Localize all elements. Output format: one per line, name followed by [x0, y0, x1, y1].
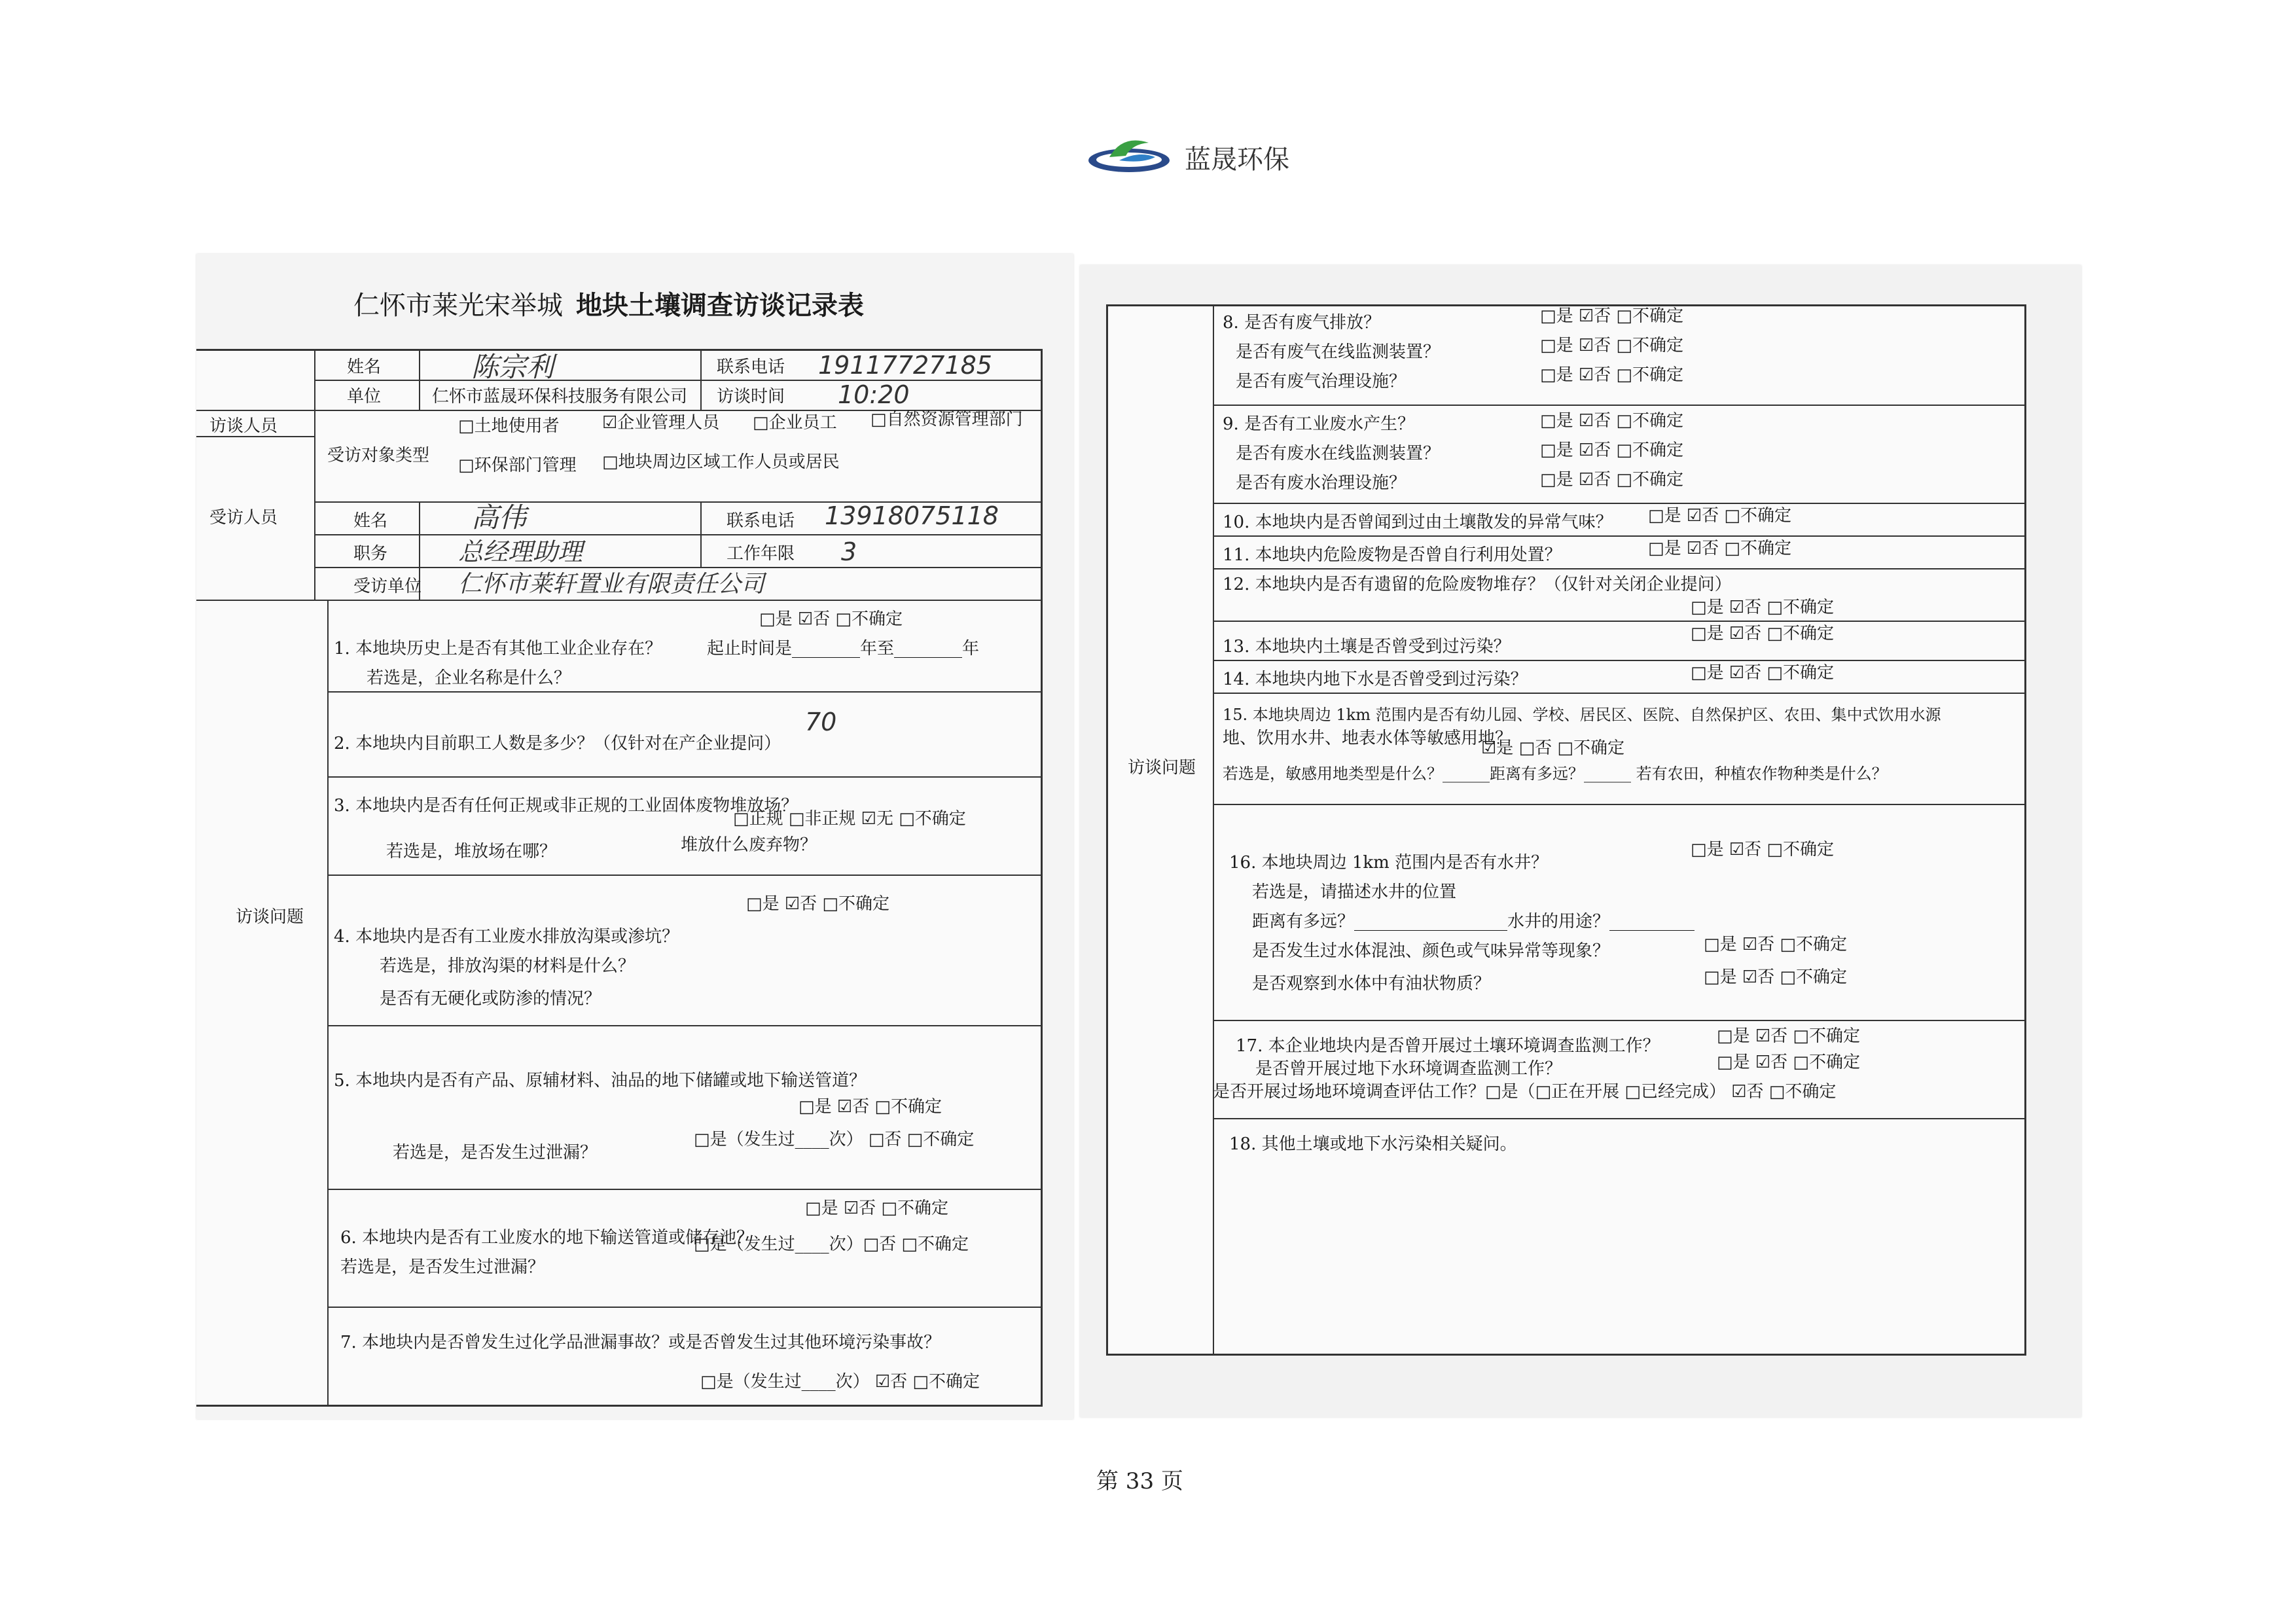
type-option-staff: □企业员工: [753, 413, 837, 433]
role-value: 总经理助理: [458, 537, 583, 566]
questions-label: 访谈问题: [236, 907, 304, 927]
question-7-options: □是（发生过____次） ☑否 □不确定: [700, 1372, 980, 1392]
time-value: 10:20: [838, 380, 910, 409]
type-option-resident: □地块周边区域工作人员或居民: [602, 452, 840, 472]
question-3-sub2: 堆放什么废弃物？: [681, 835, 817, 855]
type-option-resource-dept: □自然资源管理部门: [870, 410, 1023, 429]
question-17a-options: □是 ☑否 □不确定: [1717, 1026, 1860, 1046]
phone-label: 联系电话: [717, 357, 785, 377]
question-1: 1. 本地块历史上是否有其他工业企业存在？: [334, 639, 662, 659]
respondent-type-label: 受访对象类型: [327, 446, 430, 465]
question-17b: 是否曾开展过地下水环境调查监测工作？: [1255, 1059, 1562, 1079]
question-15-options: ☑是 □否 □不确定: [1481, 738, 1624, 758]
question-10-options: □是 ☑否 □不确定: [1648, 506, 1791, 526]
question-9c: 是否有废水治理设施？: [1236, 473, 1407, 493]
question-11: 11. 本地块内危险废物是否曾自行利用处置？: [1223, 545, 1562, 565]
question-13: 13. 本地块内土壤是否曾受到过污染？: [1223, 637, 1511, 657]
page-number: 第 33 页: [1096, 1468, 1183, 1494]
type-option-env-dept: □环保部门管理: [458, 456, 577, 475]
question-5-sub: 若选是，是否发生过泄漏？: [393, 1143, 598, 1163]
question-3: 3. 本地块内是否有任何正规或非正规的工业固体废物堆放场？: [334, 796, 798, 816]
question-15c: 若选是，敏感用地类型是什么？______距离有多远？______ 若有农田，种植农作物种类是什么？: [1223, 765, 1888, 783]
question-5-options: □是 ☑否 □不确定: [798, 1097, 942, 1117]
question-4-sub1: 若选是，排放沟渠的材料是什么？: [380, 956, 636, 976]
question-16b: 距离有多远？__________________水井的用途？__________: [1252, 912, 1695, 931]
role-label: 职务: [353, 544, 388, 564]
question-1-sub: 若选是，企业名称是什么？: [367, 668, 571, 688]
time-label: 访谈时间: [717, 387, 785, 406]
name-value: 陈宗利: [471, 351, 554, 383]
scan-left-page: [196, 254, 1073, 1419]
left-form-table: [196, 349, 1043, 1407]
question-8c: 是否有废气治理设施？: [1236, 372, 1407, 391]
form-title-prefix: 仁怀市莱光宋举城: [353, 291, 563, 321]
question-8a-options: □是 ☑否 □不确定: [1540, 306, 1683, 326]
years-label: 工作年限: [726, 544, 795, 564]
question-17a: 17. 本企业地块内是否曾开展过土壤环境调查监测工作？: [1236, 1036, 1660, 1056]
question-1-time: 起止时间是________年至________年: [707, 639, 980, 659]
question-4: 4. 本地块内是否有工业废水排放沟渠或渗坑？: [334, 927, 679, 947]
question-6-options: □是 ☑否 □不确定: [805, 1199, 948, 1218]
respondent-name-label: 姓名: [353, 511, 388, 531]
question-1-options: □是 ☑否 □不确定: [759, 609, 903, 629]
respondent-unit-label: 受访单位: [353, 577, 422, 596]
question-17b-options: □是 ☑否 □不确定: [1717, 1053, 1860, 1072]
page-header: [1086, 131, 1361, 183]
question-8b: 是否有废气在线监测装置？: [1236, 342, 1441, 362]
question-9b: 是否有废水在线监测装置？: [1236, 444, 1441, 463]
question-2: 2. 本地块内目前职工人数是多少？（仅针对在产企业提问）: [334, 734, 781, 753]
respondent-label: 受访人员: [209, 508, 278, 528]
question-3-sub1: 若选是，堆放场在哪？: [386, 842, 557, 861]
company-name: 蓝晟环保: [1185, 145, 1289, 175]
question-9a: 9. 是否有工业废水产生？: [1223, 414, 1415, 434]
name-label: 姓名: [347, 357, 382, 377]
respondent-unit-value: 仁怀市莱轩置业有限责任公司: [458, 571, 765, 598]
question-13-options: □是 ☑否 □不确定: [1691, 624, 1834, 643]
respondent-name-value: 高伟: [471, 501, 527, 533]
question-16a: 若选是，请描述水井的位置: [1252, 882, 1457, 902]
question-14: 14. 本地块内地下水是否曾受到过污染？: [1223, 670, 1528, 689]
company-logo-icon: [1086, 131, 1172, 177]
question-17c: 是否开展过场地环境调查评估工作？□是（□正在开展 □已经完成） ☑否 □不确定: [1213, 1082, 1837, 1102]
question-5-sub-options: □是（发生过____次） □否 □不确定: [694, 1130, 975, 1149]
question-8c-options: □是 ☑否 □不确定: [1540, 365, 1683, 385]
question-15b: 地、饮用水井、地表水体等敏感用地？: [1223, 729, 1513, 748]
question-6-sub: 若选是，是否发生过泄漏？: [340, 1257, 545, 1277]
question-8b-options: □是 ☑否 □不确定: [1540, 336, 1683, 355]
question-14-options: □是 ☑否 □不确定: [1691, 663, 1834, 683]
question-5: 5. 本地块内是否有产品、原辅材料、油品的地下储罐或地下输送管道？: [334, 1071, 867, 1091]
type-option-manager: ☑企业管理人员: [602, 413, 720, 433]
question-12: 12. 本地块内是否有遗留的危险废物堆存？（仅针对关闭企业提问）: [1223, 575, 1732, 594]
question-16c: 是否发生过水体混浊、颜色或气味异常等现象？: [1252, 941, 1610, 961]
question-9b-options: □是 ☑否 □不确定: [1540, 441, 1683, 460]
question-12-options: □是 ☑否 □不确定: [1691, 598, 1834, 617]
question-16-options: □是 ☑否 □不确定: [1691, 840, 1834, 859]
question-4-options: □是 ☑否 □不确定: [746, 894, 889, 914]
question-3-options: □正规 □非正规 ☑无 □不确定: [733, 809, 966, 829]
question-6-sub-options: □是（发生过____次）□否 □不确定: [694, 1235, 969, 1254]
question-16: 16. 本地块周边 1km 范围内是否有水井？: [1229, 853, 1549, 873]
type-option-land-user: □土地使用者: [458, 416, 560, 436]
question-4-sub2: 是否有无硬化或防渗的情况？: [380, 989, 601, 1009]
question-7: 7. 本地块内是否曾发生过化学品泄漏事故？或是否曾发生过其他环境污染事故？: [340, 1333, 941, 1352]
question-2-value: 70: [805, 708, 837, 736]
years-value: 3: [841, 537, 857, 566]
right-questions-label: 访谈问题: [1128, 758, 1196, 778]
respondent-phone-label: 联系电话: [726, 511, 795, 531]
question-10: 10. 本地块内是否曾闻到过由土壤散发的异常气味？: [1223, 513, 1613, 532]
question-8a: 8. 是否有废气排放？: [1223, 313, 1381, 333]
interviewer-label: 访谈人员: [209, 416, 278, 436]
question-16c-options: □是 ☑否 □不确定: [1704, 935, 1847, 954]
question-9a-options: □是 ☑否 □不确定: [1540, 411, 1683, 431]
respondent-phone-value: 13918075118: [825, 501, 999, 530]
scan-right-page: [1080, 265, 2081, 1417]
right-form-table: [1106, 304, 2026, 1356]
question-9c-options: □是 ☑否 □不确定: [1540, 470, 1683, 490]
question-16d: 是否观察到水体中有油状物质？: [1252, 974, 1491, 994]
form-title: 地块土壤调查访谈记录表: [576, 290, 864, 321]
question-6: 6. 本地块内是否有工业废水的地下输送管道或储存池？: [340, 1228, 754, 1248]
question-16d-options: □是 ☑否 □不确定: [1704, 967, 1847, 987]
unit-value: 仁怀市蓝晟环保科技服务有限公司: [432, 387, 688, 406]
unit-label: 单位: [347, 387, 382, 406]
question-11-options: □是 ☑否 □不确定: [1648, 539, 1791, 558]
question-15a: 15. 本地块周边 1km 范围内是否有幼儿园、学校、居民区、医院、自然保护区、农田、集中式饮用水源: [1223, 706, 1941, 724]
phone-value: 19117727185: [818, 351, 992, 380]
question-18: 18. 其他土壤或地下水污染相关疑问。: [1229, 1134, 1517, 1154]
